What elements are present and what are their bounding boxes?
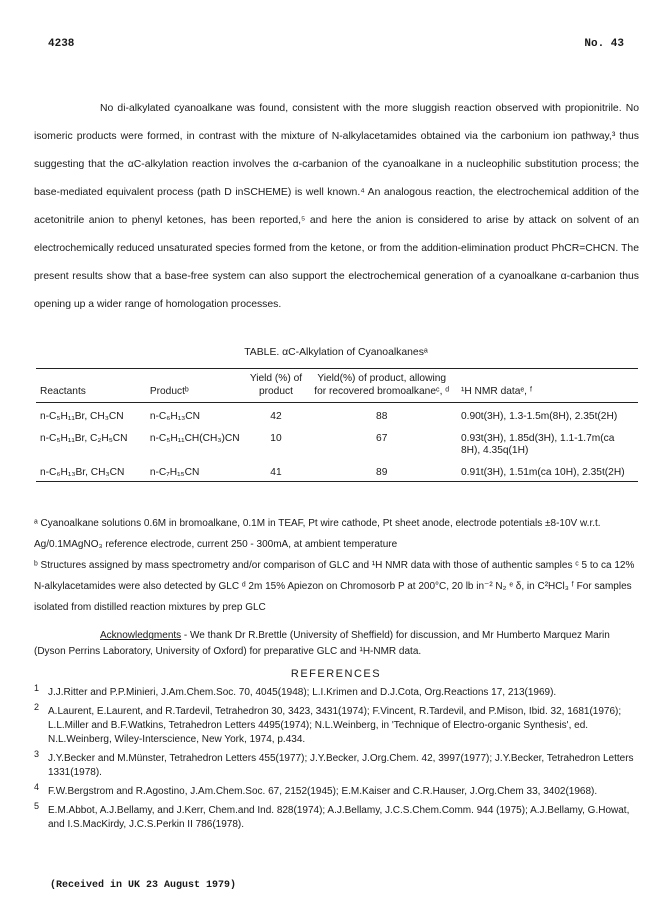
received-date: (Received in UK 23 August 1979) [50, 880, 237, 891]
table-row [36, 403, 638, 426]
reference-number: 1 [34, 683, 40, 693]
header-yield: Yield (%) of product [249, 373, 303, 397]
reference-text: J.J.Ritter and P.P.Minieri, J.Am.Chem.Soc. 70, 4045(1948); L.I.Krimen and D.J.Cota, Org.Reactions 17, 213(1969). [48, 687, 557, 698]
reference-text: F.W.Bergstrom and R.Agostino, J.Am.Chem.Soc. 67, 2152(1945); E.M.Kaiser and C.R.Hauser, J.Org.Chem 33, 3402(1968). [48, 786, 598, 797]
footnote: ᵇ Structures assigned by mass spectrometry and/or comparison of GLC and ¹H NMR data with those of authentic samples ᶜ 5 to ca 12% N-alkylacetamides were also detected by GLC ᵈ 2m 15% Apiezon on Chromosorb P at 200°C, 20 lb in⁻² N₂ ᵉ δ, in C²HCl₃ ᶠ For samples isolated from distilled reaction mixtures by prep GLC [34, 560, 635, 613]
reference-item [34, 702, 644, 747]
alkylation-table [36, 368, 638, 482]
reference-number: 3 [34, 749, 40, 759]
cell-reactants: n-C₅H₁₁Br, CH₃CN [40, 411, 124, 422]
page-number: 4238 [48, 38, 75, 50]
references-title: REFERENCES [290, 668, 382, 680]
reference-number: 4 [34, 782, 40, 792]
page-header [48, 38, 624, 54]
reference-text: J.Y.Becker and M.Münster, Tetrahedron Letters 455(1977); J.Y.Becker, J.Org.Chem. 42, 3997(1977); J.Y.Becker, Tetrahedron Letters 1331(1978). [48, 753, 634, 778]
cell-nmr: 0.90t(3H), 1.3-1.5m(8H), 2.35t(2H) [460, 411, 618, 422]
reference-number: 5 [34, 801, 40, 811]
table-title: TABLE. αC-Alkylation of Cyanoalkanesᵃ [244, 347, 428, 358]
reference-item [34, 749, 644, 780]
issue-number: No. 43 [584, 38, 624, 50]
reference-text: E.M.Abbot, A.J.Bellamy, and J.Kerr, Chem.and Ind. 828(1974); A.J.Bellamy, J.C.S.Chem.Comm. 944 (1975); A.J.Bellamy, G.Howat, and I.S.MacKirdy, J.C.S.Perkin II 786(1978). [48, 805, 630, 830]
table-header-row [36, 369, 638, 403]
header-reactants: Reactants [40, 386, 86, 397]
cell-yield-adjusted: 67 [376, 433, 388, 444]
header-yield-adjusted: Yield(%) of product, allowing for recovered bromoalkaneᶜ, ᵈ [314, 373, 450, 397]
acknowledgments-text: - We thank Dr R.Brettle (University of Sheffield) for discussion, and Mr Humberto Marquez Marin (Dyson Perrins Laboratory, University of Oxford) for preparative GLC and ¹H-NMR data. [34, 630, 610, 657]
acknowledgments-label: Acknowledgments [100, 630, 182, 641]
reference-number: 2 [34, 702, 40, 712]
cell-yield: 10 [270, 433, 282, 444]
acknowledgments [34, 628, 642, 660]
reference-text: A.Laurent, E.Laurent, and R.Tardevil, Tetrahedron 30, 3423, 3431(1974); F.Vincent, R.Tardevil, and P.Mison, Ibid. 32, 1681(1976); L.L.Miller and B.F.Watkins, Tetrahedron Letters 4495(1974); N.L.Weinberg, in 'Technique of Electro-organic Synthesis', ed. N.L.Weinberg, Wiley-Interscience, New York, 1974, p.434. [48, 706, 622, 745]
references-list [34, 683, 644, 837]
cell-nmr: 0.93t(3H), 1.85d(3H), 1.1-1.7m(ca 8H), 4.35q(1H) [460, 433, 615, 456]
table-footnotes [34, 513, 642, 618]
data-table-wrapper [36, 368, 638, 482]
cell-product: n-C₇H₁₅CN [149, 467, 200, 478]
header-nmr: ¹H NMR dataᵉ, ᶠ [460, 386, 533, 397]
footnote: ᵃ Cyanoalkane solutions 0.6M in bromoalkane, 0.1M in TEAF, Pt wire cathode, Pt sheet anode, electrode potentials ±8-10V w.r.t. Ag/0.1MAgNO₃ reference electrode, current 250 - 300mA, at ambient temperature [34, 518, 601, 550]
cell-nmr: 0.91t(3H), 1.51m(ca 10H), 2.35t(2H) [460, 467, 625, 478]
reference-item [34, 782, 644, 799]
table-row [36, 459, 638, 482]
body-text [34, 95, 639, 319]
cell-reactants: n-C₆H₁₃Br, CH₃CN [40, 467, 125, 478]
cell-product: n-C₅H₁₁CH(CH₃)CN [149, 433, 240, 444]
cell-product: n-C₆H₁₃CN [149, 411, 200, 422]
body-paragraph: No di-alkylated cyanoalkane was found, consistent with the more sluggish reaction observed with propionitrile. No isomeric products were formed, in contrast with the mixture of N-alkylacetamides obtained via the carbonium ion pathway,³ thus suggesting that the αC-alkylation reaction involves the α-carbanion of the cyanoalkane in a nucleophilic substitution process; the base-mediated equivalent process (path D inSCHEME) is well known.⁴ An analogous reaction, the electrochemical addition of the acetonitrile anion to phenyl ketones, has been reported,⁵ and here the anion is considered to arise by attack on solvent of an electrochemically reduced unsaturated species formed from the ketone, or from the addition-elimination product PhCR=CHCN. The present results show that a base-free system can also support the electrochemical generation of a cyanoalkane α-carbanion thus opening up a wider range of homologation processes. [34, 103, 639, 310]
cell-yield-adjusted: 88 [376, 411, 388, 422]
header-product: Productᵇ [149, 386, 189, 397]
cell-yield: 41 [270, 467, 282, 478]
table-row [36, 425, 638, 459]
reference-item [34, 683, 644, 700]
reference-item [34, 801, 644, 832]
cell-reactants: n-C₅H₁₁Br, C₂H₅CN [40, 433, 128, 444]
cell-yield: 42 [270, 411, 282, 422]
cell-yield-adjusted: 89 [376, 467, 388, 478]
